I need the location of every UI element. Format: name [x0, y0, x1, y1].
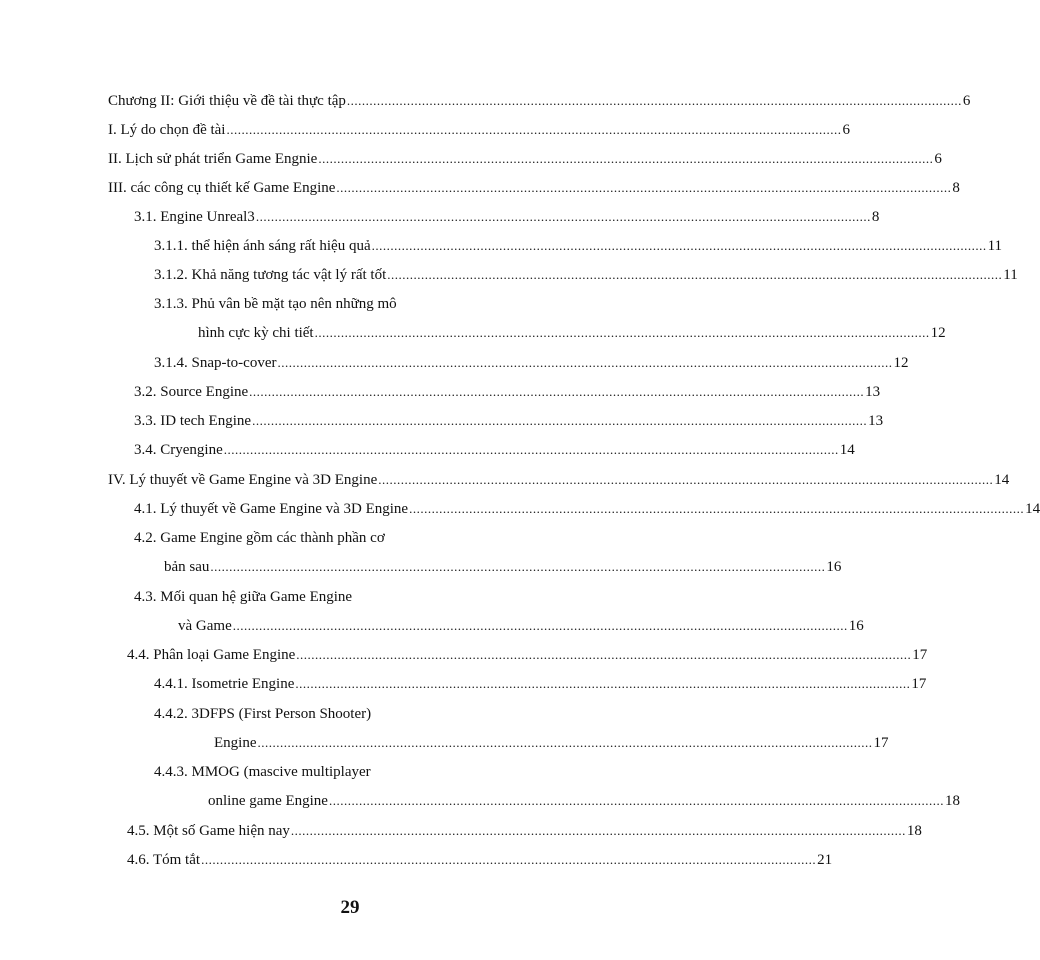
toc-entry-page: 16 [826, 559, 842, 575]
toc-entry-text: 3.1.2. Khả năng tương tác vật lý rất tốt [154, 267, 387, 283]
toc-entry-text: II. Lịch sử phát triển Game Engnie [108, 151, 318, 167]
toc-entry-4-2-cont [164, 552, 842, 576]
toc-leader-dots: .................................................................................................................................................................... [314, 325, 930, 340]
toc-entry-chapter-2 [108, 86, 971, 110]
toc-entry-section-iii [108, 173, 960, 197]
toc-entry-4-4-3-cont [208, 786, 960, 810]
toc-entry-text: 4.2. Game Engine gồm các thành phần cơ [134, 530, 385, 546]
toc-entry-page: 14 [994, 472, 1010, 488]
toc-entry-4-4-1 [154, 669, 927, 693]
toc-leader-dots: .................................................................................................................................................................... [328, 793, 944, 808]
toc-entry-text: 4.5. Một số Game hiện nay [127, 823, 290, 839]
toc-entry-4-6 [127, 845, 833, 869]
toc-entry-page: 11 [1003, 267, 1018, 283]
toc-leader-dots: .................................................................................................................................................................... [249, 384, 865, 399]
toc-entry-4-1 [134, 494, 1040, 518]
toc-leader-dots: .................................................................................................................................................................... [346, 93, 962, 108]
toc-leader-dots: .................................................................................................................................................................... [387, 267, 1003, 282]
toc-entry-3-3 [134, 406, 884, 430]
toc-entry-text: 3.4. Cryengine [134, 442, 223, 458]
toc-entry-3-1-1 [154, 231, 1003, 255]
toc-entry-page: 21 [817, 852, 833, 868]
toc-entry-4-2 [134, 523, 385, 547]
toc-entry-text: III. các công cụ thiết kế Game Engine [108, 180, 336, 196]
toc-leader-dots: .................................................................................................................................................................... [232, 618, 848, 633]
toc-entry-3-1-3-cont [198, 318, 946, 342]
toc-leader-dots: .................................................................................................................................................................... [296, 647, 912, 662]
toc-entry-text: 3.1.3. Phủ vân bề mặt tạo nên những mô [154, 296, 397, 312]
toc-entry-page: 8 [871, 209, 880, 225]
toc-entry-3-4 [134, 435, 855, 459]
toc-entry-text: 4.4.1. Isometrie Engine [154, 676, 295, 692]
toc-entry-page: 6 [842, 122, 850, 138]
toc-entry-text: online game Engine [208, 793, 328, 809]
toc-entry-4-4-2-cont [214, 728, 889, 752]
toc-leader-dots: .................................................................................................................................................................... [371, 238, 987, 253]
toc-entry-page: 6 [962, 93, 971, 109]
toc-entry-section-iv [108, 465, 1010, 489]
toc-entry-3-1 [134, 202, 880, 226]
toc-entry-text: Chương II: Giới thiệu về đề tài thực tập [108, 93, 346, 109]
toc-leader-dots: .................................................................................................................................................................... [210, 559, 826, 574]
toc-entry-text: 4.4. Phân loại Game Engine [127, 647, 296, 663]
toc-leader-dots: .................................................................................................................................................................... [295, 676, 911, 691]
toc-entry-page: 14 [1025, 501, 1040, 517]
toc-entry-3-1-4 [154, 348, 909, 372]
toc-entry-text: 4.6. Tóm tắt [127, 852, 201, 868]
toc-entry-text: 4.4.2. 3DFPS (First Person Shooter) [154, 706, 372, 722]
page-number: 29 [340, 897, 360, 918]
toc-entry-text: bản sau [164, 559, 210, 575]
toc-entry-page: 17 [873, 735, 889, 751]
toc-entry-page: 16 [848, 618, 864, 634]
toc-entry-page: 13 [868, 413, 884, 429]
toc-leader-dots: .................................................................................................................................................................... [336, 180, 952, 195]
toc-entry-3-1-2 [154, 260, 1018, 284]
toc-entry-page: 13 [865, 384, 881, 400]
toc-entry-text: và Game [178, 618, 232, 634]
toc-entry-text: 3.1. Engine Unreal3 [134, 209, 255, 225]
toc-entry-text: 3.1.4. Snap-to-cover [154, 355, 277, 371]
toc-leader-dots: .................................................................................................................................................................... [201, 852, 817, 867]
toc-entry-text: 3.3. ID tech Engine [134, 413, 252, 429]
toc-leader-dots: .................................................................................................................................................................... [318, 151, 934, 166]
toc-entry-page: 18 [944, 793, 960, 809]
toc-leader-dots: .................................................................................................................................................................... [277, 355, 893, 370]
toc-leader-dots: .................................................................................................................................................................... [223, 442, 839, 457]
toc-leader-dots: .................................................................................................................................................................... [409, 501, 1025, 516]
toc-entry-page: 17 [911, 676, 927, 692]
toc-entry-page: 18 [906, 823, 922, 839]
toc-entry-text: hình cực kỳ chi tiết [198, 325, 314, 341]
toc-leader-dots: .................................................................................................................................................................... [226, 122, 842, 137]
toc-entry-4-4-2 [154, 699, 371, 723]
toc-entry-page: 12 [893, 355, 909, 371]
toc-entry-4-4 [127, 640, 928, 664]
toc-entry-page: 11 [987, 238, 1003, 254]
toc-entry-page: 14 [839, 442, 855, 458]
toc-entry-3-2 [134, 377, 881, 401]
toc-leader-dots: .................................................................................................................................................................... [290, 823, 906, 838]
toc-entry-4-5 [127, 816, 922, 840]
toc-entry-4-4-3 [154, 757, 371, 781]
toc-entry-page: 12 [930, 325, 946, 341]
toc-leader-dots: .................................................................................................................................................................... [378, 472, 994, 487]
toc-entry-text: IV. Lý thuyết về Game Engine và 3D Engine [108, 472, 378, 488]
toc-entry-text: I. Lý do chọn đề tài [108, 122, 226, 138]
toc-entry-text: 3.2. Source Engine [134, 384, 249, 400]
toc-leader-dots: .................................................................................................................................................................... [257, 735, 873, 750]
toc-leader-dots: .................................................................................................................................................................... [255, 209, 871, 224]
toc-entry-text: 4.1. Lý thuyết về Game Engine và 3D Engine [134, 501, 409, 517]
toc-entry-text: Engine [214, 735, 257, 751]
toc-leader-dots: .................................................................................................................................................................... [252, 413, 868, 428]
toc-entry-4-3 [134, 582, 352, 606]
toc-entry-text: 3.1.1. thể hiện ánh sáng rất hiệu quả [154, 238, 371, 254]
toc-entry-4-3-cont [178, 611, 864, 635]
toc-entry-3-1-3 [154, 289, 397, 313]
toc-entry-section-i [108, 115, 850, 139]
toc-entry-text: 4.4.3. MMOG (mascive multiplayer [154, 764, 371, 780]
toc-entry-page: 8 [952, 180, 960, 196]
toc-entry-page: 17 [912, 647, 928, 663]
toc-entry-page: 6 [934, 151, 942, 167]
toc-entry-section-ii [108, 144, 942, 168]
toc-entry-text: 4.3. Mối quan hệ giữa Game Engine [134, 589, 353, 605]
